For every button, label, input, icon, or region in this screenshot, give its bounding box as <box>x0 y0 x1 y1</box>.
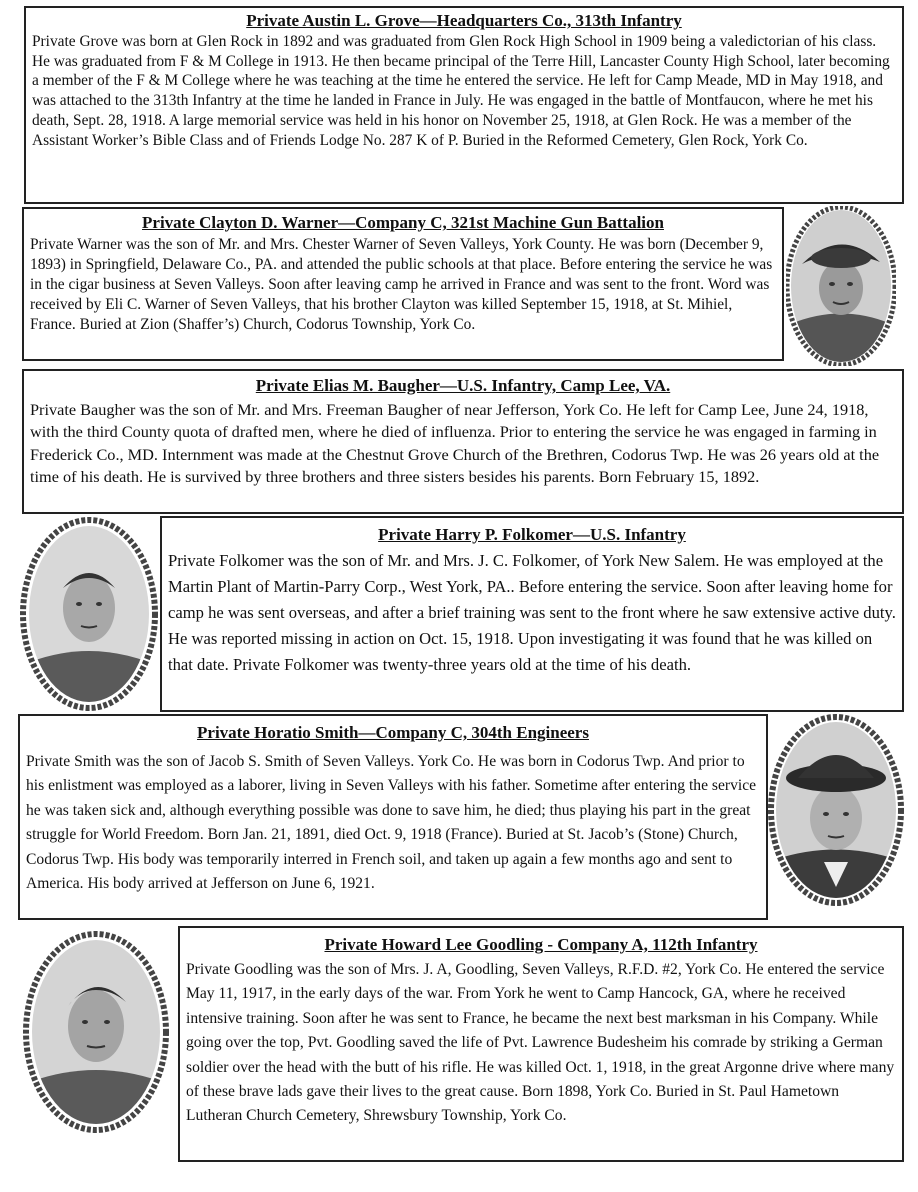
entry-heading: Private Austin L. Grove—Headquarters Co., 313th Infantry <box>246 11 682 30</box>
portrait-warner <box>786 206 896 366</box>
entry-text: Private Smith was the son of Jacob S. Smith of Seven Valleys. York Co. He was born in Codorus Twp. And prior to his enlistment was employed as a laborer, living in Seven Valleys with his father. Sometime after entering the service he was taken sick and, although everything possible was done to save him, he died; thus playing his part in the great struggle for World Freedom. Born Jan. 21, 1891, died Oct. 9, 1918 (France). Buried at St. Jacob’s (Stone) Church, Codorus Twp. His body was temporarily interred in French soil, and taken up again a few months ago and sent to America. His body arrived at Jefferson on June 6, 1921. <box>26 753 757 893</box>
entry-goodling <box>178 926 904 1162</box>
entry-text: Private Grove was born at Glen Rock in 1892 and was graduated from Glen Rock High School in 1909 being a valedictorian of his class. He was graduated from F & M College in 1913. He then became principal of the Terre Hill, Lancaster County High School, later becoming a member of the F & M College where he was teaching at the time he entered the service. He left for Camp Meade, MD in May 1918, and was attached to the 313th Infantry at the time he landed in France in July. He was engaged in the battle of Montfaucon, where he met his death, Sept. 28, 1918. A large memorial service was held in his honor on November 25, 1918, at Glen Rock. He was a member of the Assistant Worker’s Bible Class and of Friends Lodge No. 287 K of P. Buried in the Reformed Cemetery, Glen Rock, York Co. <box>32 33 890 149</box>
portrait-smith <box>768 712 904 908</box>
entry-baugher <box>22 369 904 514</box>
entry-folkomer <box>160 516 904 712</box>
entry-text: Private Baugher was the son of Mr. and Mrs. Freeman Baugher of near Jefferson, York Co. He left for Camp Lee, June 24, 1918, with the third County quota of drafted men, where he died of influenza. Prior to entering the service he was engaged in farming in Frederick Co., MD. Internment was made at the Chestnut Grove Church of the Brethren, Codorus Twp. He was 26 years old at the time of his death. He is survived by three brothers and three sisters besides his parents. Born February 15, 1892. <box>30 400 880 487</box>
entry-text: Private Folkomer was the son of Mr. and Mrs. J. C. Folkomer, of York New Salem. He was employed at the Martin Plant of Martin-Parry Corp., West York, PA.. Before entering the service. Soon after leaving home for camp he was sent overseas, and after a brief training was sent to the front where he saw extensive active duty. He was reported missing in action on Oct. 15, 1918. Upon investigating it was found that he was killed on that date. Private Folkomer was twenty-three years old at the time of his death. <box>168 551 896 674</box>
portrait-goodling <box>22 930 170 1134</box>
entry-heading: Private Clayton D. Warner—Company C, 321st Machine Gun Battalion <box>142 213 664 232</box>
entry-warner <box>22 207 784 361</box>
entry-text: Private Goodling was the son of Mrs. J. A, Goodling, Seven Valleys, R.F.D. #2, York Co. He entered the service May 11, 1917, in the early days of the war. From York he went to Camp Hancock, GA, where he received intensive training. Soon after he was sent to France, he became the next best marksman in his Company. While going over the top, Pvt. Goodling saved the life of Pvt. Lawrence Budesheim his comrade by striking a German soldier over the head with the butt of his rifle. He was killed Oct. 1, 1918, in the great Argonne drive where many of these brave lads gave their lives to the great cause. Born 1898, York Co. Buried in St. Paul Hametown Lutheran Church Cemetery, Shrewsbury Township, York Co. <box>186 961 895 1125</box>
entry-smith <box>18 714 768 920</box>
entry-text: Private Warner was the son of Mr. and Mrs. Chester Warner of Seven Valleys, York County. He was born (December 9, 1893) in Springfield, Delaware Co., PA. and attended the public schools at that place. Before entering the service he was in the cigar business at Seven Valleys. Soon after leaving camp he arrived in France and was sent to the front. Word was received by Eli C. Warner of Seven Valleys, that his brother Clayton was killed September 15, 1918, at St. Mihiel, France. Buried at Zion (Shaffer’s) Church, Codorus Township, York Co. <box>30 236 773 333</box>
entry-grove <box>24 6 904 204</box>
entry-heading: Private Howard Lee Goodling - Company A, 112th Infantry <box>324 935 758 954</box>
entry-heading: Private Harry P. Folkomer—U.S. Infantry <box>378 525 686 544</box>
entry-heading: Private Elias M. Baugher—U.S. Infantry, Camp Lee, VA. <box>255 376 671 395</box>
portrait-folkomer <box>20 516 158 712</box>
entry-heading: Private Horatio Smith—Company C, 304th Engineers <box>197 723 589 742</box>
